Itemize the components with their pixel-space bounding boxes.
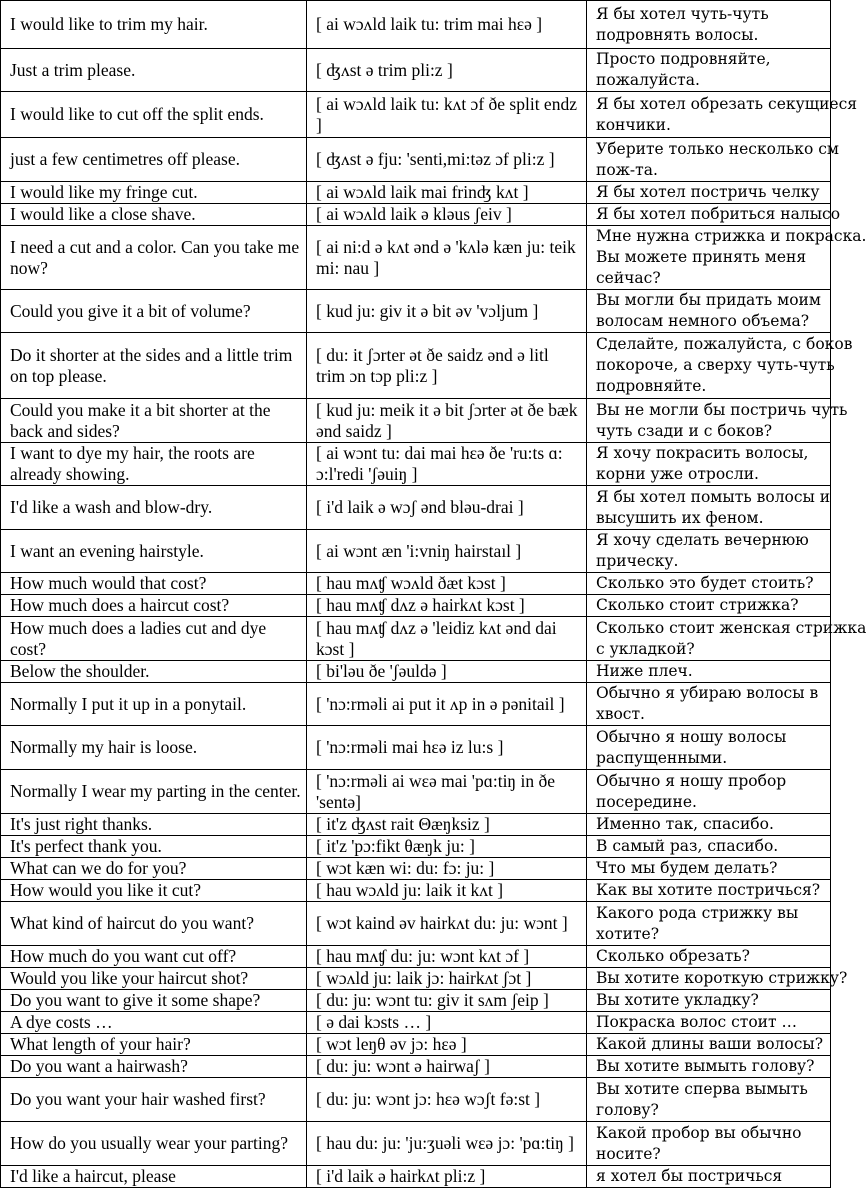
transcription: [ hau mʌʧ dʌz ə hairkʌt kɔst ] [307,595,587,617]
transcription: [ 'nɔ:rməli mai hɛə iz lu:s ] [307,726,587,770]
table-row [1,226,831,290]
translation-line: Я хочу покрасить волосы, [596,444,809,462]
translation-line: Какой длины ваши волосы? [596,1035,824,1053]
english-phrase: I'd like a wash and blow-dry. [1,486,307,530]
translation-line: Какого рода стрижку вы [596,903,799,922]
translation-line: Вы не могли бы постричь чуть [596,400,848,419]
translation-line: сейчас? [596,269,661,287]
translation-line: кончики. [596,115,671,134]
translation-line: Вы хотите сперва вымыть [596,1079,808,1098]
english-phrase: What length of your hair? [1,1034,307,1056]
english-phrase: I would like a close shave. [1,204,307,226]
english-phrase: What can we do for you? [1,858,307,880]
russian-translation [587,92,858,138]
english-phrase: Do you want a hairwash? [1,1056,307,1078]
translation-line: чуть сзади и с боков? [596,421,773,440]
table-row [1,573,831,595]
translation-line: Мне нужна стрижка и покраска. [596,227,866,245]
translation-line: Вы можете принять меня [596,248,807,266]
translation-line: Просто подровняйте, [596,50,771,68]
translation-line: Вы хотите короткую стрижку? [596,969,848,987]
table-row [1,1122,831,1166]
russian-translation [587,530,831,573]
transcription: [ bi'ləu ðe 'ʃəuldə ] [307,661,587,683]
transcription: [ 'nɔ:rməli ai wɛə mai 'pɑ:tiŋ in ðe 'sentə] [307,770,587,814]
translation-line: Я бы хотел помыть волосы и [596,487,831,506]
translation-line: Я бы хотел постричь челку [596,183,820,201]
table-row [1,49,831,92]
translation-line: Сколько это будет стоить? [596,574,814,592]
english-phrase: I would like to cut off the split ends. [1,92,307,138]
translation-line: Сделайте, пожалуйста, с боков [596,335,853,353]
transcription: [ it'z ʤʌst rait Θæŋksiz ] [307,814,587,836]
translation-line: Вы могли бы придать моим [596,291,821,309]
english-phrase: A dye costs … [1,1012,307,1034]
translation-line: покороче, а сверху чуть-чуть [596,356,835,374]
english-phrase: I'd like a haircut, please [1,1166,307,1188]
russian-translation [587,836,831,858]
english-phrase: Normally my hair is loose. [1,726,307,770]
english-phrase: How much does a ladies cut and dye cost? [1,617,307,661]
transcription: [ du: ju: wɔnt tu: giv it sʌm ʃeip ] [307,990,587,1012]
transcription: [ ai wɔnt æn 'i:vniŋ hairstaıl ] [307,530,587,573]
translation-line: Вы хотите укладку? [596,991,759,1009]
translation-line: В самый раз, спасибо. [596,837,779,855]
english-phrase: just a few centimetres off please. [1,138,307,182]
english-phrase: I want to dye my hair, the roots are already showing. [1,443,307,486]
english-phrase: Below the shoulder. [1,661,307,683]
english-phrase: Could you give it a bit of volume? [1,290,307,333]
russian-translation [587,333,853,399]
russian-translation [587,182,831,204]
table-row [1,204,831,226]
russian-translation [587,946,831,968]
transcription: [ du: ju: wɔnt jɔ: hɛə wɔʃt fə:st ] [307,1078,587,1122]
english-phrase: I would like my fringe cut. [1,182,307,204]
russian-translation [587,204,841,226]
table-row [1,1056,831,1078]
translation-line: Я бы хотел чуть-чуть [596,4,769,23]
english-phrase: How much would that cost? [1,573,307,595]
transcription: [ hau mʌʧ wɔʌld ðæt kɔst ] [307,573,587,595]
russian-translation [587,1166,831,1188]
table-row [1,770,831,814]
transcription: [ i'd laik ə hairkʌt pli:z ] [307,1166,587,1188]
table-row [1,530,831,573]
translation-line: Как вы хотите постричься? [596,881,821,899]
translation-line: Уберите только несколько см [596,139,839,158]
russian-translation [587,1034,831,1056]
russian-translation [587,858,831,880]
table-row [1,880,831,902]
translation-line: Я хочу сделать вечернюю [596,531,809,549]
translation-line: распущенными. [596,748,728,767]
table-row [1,683,831,726]
translation-line: Я бы хотел побриться налысо [596,205,841,223]
table-row [1,290,831,333]
table-row [1,726,831,770]
transcription: [ hau du: ju: 'ju:ʒuəli wɛə jɔ: 'pɑ:tiŋ ] [307,1122,587,1166]
russian-translation [587,486,831,530]
table-row [1,1012,831,1034]
translation-line: Обычно я ношу волосы [596,727,787,746]
transcription: [ du: it ʃɔrter ət ðe saidz ənd ə litl trim ɔn tɔp pli:z ] [307,333,587,399]
translation-line: Я бы хотел обрезать секущиеся [596,94,858,113]
table-row [1,138,831,182]
translation-line: пож-та. [596,160,658,179]
transcription: [ ʤʌst ə fju: 'senti,mi:təz ɔf pli:z ] [307,138,587,182]
transcription: [ ʤʌst ə trim pli:z ] [307,49,587,92]
russian-translation [587,617,866,661]
transcription: [ ai wɔʌld laik mai frinʤ kʌt ] [307,182,587,204]
english-phrase: Could you make it a bit shorter at the back and sides? [1,399,307,443]
translation-line: Обычно я убираю волосы в [596,684,819,702]
table-row [1,1078,831,1122]
translation-line: Что мы будем делать? [596,859,778,877]
translation-line: волосам немного объема? [596,312,810,330]
russian-translation [587,990,831,1012]
russian-translation [587,1,831,49]
english-phrase: How do you usually wear your parting? [1,1122,307,1166]
table-row [1,661,831,683]
translation-line: Какой пробор вы обычно [596,1123,802,1142]
table-row [1,443,831,486]
russian-translation [587,683,831,726]
table-row [1,486,831,530]
transcription: [ ai wɔʌld laik tu: kʌt ɔf ðe split endz ] [307,92,587,138]
english-phrase: I need a cut and a color. Can you take me now? [1,226,307,290]
table-row [1,946,831,968]
table-row [1,968,831,990]
translation-line: носите? [596,1144,661,1163]
translation-line: Сколько стоит женская стрижка [596,618,866,637]
transcription: [ wɔt kæn wi: du: fɔ: ju: ] [307,858,587,880]
table-row [1,836,831,858]
table-row [1,92,831,138]
translation-line: корни уже отросли. [596,465,759,483]
english-phrase: How much do you want cut off? [1,946,307,968]
table-row [1,902,831,946]
translation-line: подровнять волосы. [596,25,759,44]
russian-translation [587,399,848,443]
table-row [1,617,831,661]
english-phrase: Do you want your hair washed first? [1,1078,307,1122]
transcription: [ ai wɔʌld laik ə kləus ʃeiv ] [307,204,587,226]
translation-line: высушить их феном. [596,508,764,527]
translation-line: голову? [596,1100,659,1119]
translation-line: Вы хотите вымыть голову? [596,1057,815,1075]
translation-line: Ниже плеч. [596,662,693,680]
translation-line: Сколько обрезать? [596,947,750,965]
russian-translation [587,1012,831,1034]
russian-translation [587,902,831,946]
english-phrase: Do you want to give it some shape? [1,990,307,1012]
table-row [1,595,831,617]
transcription: [ hau mʌʧ dʌz ə 'leidiz kʌt ənd dai kɔst ] [307,617,587,661]
translation-line: хвост. [596,705,645,723]
english-phrase: Normally I wear my parting in the center. [1,770,307,814]
russian-translation [587,968,848,990]
russian-translation [587,726,831,770]
russian-translation [587,661,831,683]
russian-translation [587,49,831,92]
russian-translation [587,1122,831,1166]
transcription: [ hau wɔʌld ju: laik it kʌt ] [307,880,587,902]
english-phrase: I would like to trim my hair. [1,1,307,49]
transcription: [ du: ju: wɔnt ə hairwaʃ ] [307,1056,587,1078]
transcription: [ kud ju: giv it ə bit əv 'vɔljum ] [307,290,587,333]
transcription: [ ai ni:d ə kʌt ənd ə 'kʌlə kæn ju: teik mi: nau ] [307,226,587,290]
english-phrase: It's perfect thank you. [1,836,307,858]
transcription: [ it'z 'pɔ:fikt θæŋk ju: ] [307,836,587,858]
english-phrase: How would you like it cut? [1,880,307,902]
transcription: [ hau mʌʧ du: ju: wɔnt kʌt ɔf ] [307,946,587,968]
translation-line: Обычно я ношу пробор [596,771,787,790]
russian-translation [587,1078,831,1122]
russian-translation [587,1056,831,1078]
translation-line: пожалуйста. [596,71,700,89]
table-row [1,182,831,204]
russian-translation [587,595,831,617]
english-phrase: Normally I put it up in a ponytail. [1,683,307,726]
translation-line: Именно так, спасибо. [596,815,774,833]
translation-line: хотите? [596,924,660,943]
translation-line: Покраска волос стоит … [596,1013,798,1031]
transcription: [ 'nɔ:rməli ai put it ʌp in ə pənitail ] [307,683,587,726]
russian-translation [587,880,831,902]
translation-line: прическу. [596,552,679,570]
english-phrase: How much does a haircut cost? [1,595,307,617]
table-row [1,333,831,399]
table-row [1,1,831,49]
transcription: [ ai wɔʌld laik tu: trim mai hɛə ] [307,1,587,49]
english-phrase: I want an evening hairstyle. [1,530,307,573]
russian-translation [587,290,831,333]
table-row [1,1034,831,1056]
english-phrase: What kind of haircut do you want? [1,902,307,946]
transcription: [ kud ju: meik it ə bit ʃɔrter ət ðe bæk ənd saidz ] [307,399,587,443]
english-phrase: Do it shorter at the sides and a little trim on top please. [1,333,307,399]
transcription: [ wɔt leŋθ əv jɔ: hɛə ] [307,1034,587,1056]
table-row [1,990,831,1012]
transcription: [ i'd laik ə wɔʃ ənd bləu-drai ] [307,486,587,530]
transcription: [ wɔʌld ju: laik jɔ: hairkʌt ʃɔt ] [307,968,587,990]
translation-line: я хотел бы постричься [596,1167,783,1185]
translation-line: с укладкой? [596,639,695,658]
table-row [1,399,831,443]
russian-translation [587,814,831,836]
russian-translation [587,138,839,182]
russian-translation [587,226,866,290]
english-phrase: Just a trim please. [1,49,307,92]
english-phrase: Would you like your haircut shot? [1,968,307,990]
table-row [1,1166,831,1188]
translation-line: посередине. [596,792,697,811]
russian-translation [587,770,831,814]
table-row [1,858,831,880]
translation-line: Сколько стоит стрижка? [596,596,799,614]
transcription: [ ə dai kɔsts … ] [307,1012,587,1034]
translation-line: подровняйте. [596,377,707,395]
transcription: [ ai wɔnt tu: dai mai hɛə ðe 'ru:ts ɑ: ɔ:l'redi 'ʃəuiŋ ] [307,443,587,486]
phrase-table-body [1,1,866,1188]
transcription: [ wɔt kaind əv hairkʌt du: ju: wɔnt ] [307,902,587,946]
russian-translation [587,573,831,595]
english-phrase: It's just right thanks. [1,814,307,836]
russian-translation [587,443,831,486]
table-row [1,814,831,836]
